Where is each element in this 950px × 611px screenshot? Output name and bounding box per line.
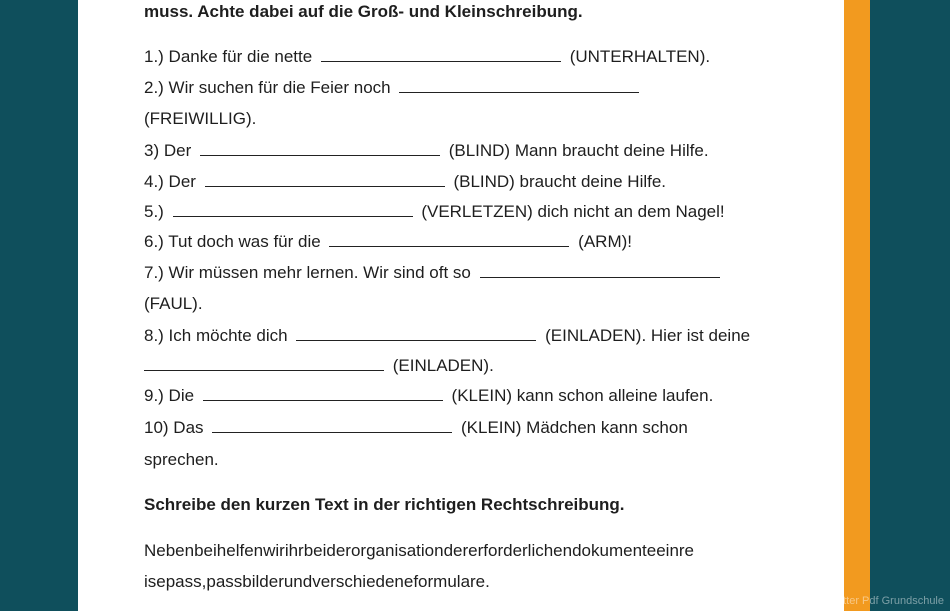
exercise-8	[144, 326, 750, 346]
exercise-4	[144, 172, 666, 192]
exercise-2	[144, 78, 643, 98]
exercise-6-hint: (ARM)!	[578, 232, 632, 251]
exercise-10-continued: sprechen.	[144, 450, 219, 469]
exercise-10-text: 10) Das	[144, 418, 204, 437]
exercise-7-text: 7.) Wir müssen mehr lernen. Wir sind oft so	[144, 263, 471, 282]
exercise-8-blank-2[interactable]	[144, 356, 384, 371]
exercise-8-hint: (EINLADEN). Hier ist deine	[545, 326, 751, 345]
exercise-9-blank[interactable]	[203, 386, 443, 401]
exercise-2-text: 2.) Wir suchen für die Feier noch	[144, 78, 391, 97]
exercise-6-blank[interactable]	[329, 232, 569, 247]
exercise-7	[144, 263, 724, 283]
exercise-1-hint: (UNTERHALTEN).	[569, 47, 711, 66]
section-2-title: Schreibe den kurzen Text in der richtigen Rechtschreibung.	[144, 495, 625, 514]
exercise-3	[144, 141, 709, 161]
exercise-5-hint: (VERLETZEN) dich nicht an dem Nagel!	[421, 202, 725, 221]
run-on-text-line-2: isepass,passbilderundverschiedeneformulare.	[144, 572, 490, 591]
exercise-8-continued	[144, 356, 494, 376]
exercise-2-blank[interactable]	[399, 78, 639, 93]
exercise-5-text: 5.)	[144, 202, 164, 221]
exercise-10-blank[interactable]	[212, 418, 452, 433]
exercise-8-blank[interactable]	[296, 326, 536, 341]
exercise-4-hint: (BLIND) braucht deine Hilfe.	[453, 172, 667, 191]
exercise-1	[144, 47, 710, 67]
exercise-8-hint-2: (EINLADEN).	[392, 356, 494, 375]
exercise-4-blank[interactable]	[205, 172, 445, 187]
exercise-3-hint: (BLIND) Mann braucht deine Hilfe.	[448, 141, 709, 160]
exercise-9	[144, 386, 713, 406]
exercise-8-text: 8.) Ich möchte dich	[144, 326, 288, 345]
exercise-4-text: 4.) Der	[144, 172, 196, 191]
exercise-10	[144, 418, 688, 438]
exercise-3-blank[interactable]	[200, 141, 440, 156]
exercise-10-hint: (KLEIN) Mädchen kann schon	[461, 418, 688, 437]
run-on-text-line-1: Nebenbeihelfenwirihrbeiderorganisationdererforderlichendokumenteeinre	[144, 541, 695, 560]
exercise-5	[144, 202, 725, 222]
exercise-7-continued: (FAUL).	[144, 294, 203, 313]
instruction-text: muss. Achte dabei auf die Groß- und Kleinschreibung.	[144, 2, 583, 21]
exercise-6-text: 6.) Tut doch was für die	[144, 232, 321, 251]
right-frame	[870, 0, 950, 611]
exercise-9-hint: (KLEIN) kann schon alleine laufen.	[451, 386, 714, 405]
orange-accent-bar	[844, 0, 872, 611]
exercise-3-text: 3) Der	[144, 141, 192, 160]
worksheet-page	[78, 0, 844, 611]
exercise-1-blank[interactable]	[321, 47, 561, 62]
watermark-text: Groß Und Kleinschreibung Arbeitsblätter Pdf Grundschule	[662, 595, 944, 607]
exercise-7-blank[interactable]	[480, 263, 720, 278]
exercise-9-text: 9.) Die	[144, 386, 195, 405]
exercise-1-text: 1.) Danke für die nette	[144, 47, 313, 66]
exercise-6	[144, 232, 632, 252]
exercise-2-continued: (FREIWILLIG).	[144, 109, 257, 128]
left-frame	[0, 0, 78, 611]
exercise-5-blank[interactable]	[173, 202, 413, 217]
